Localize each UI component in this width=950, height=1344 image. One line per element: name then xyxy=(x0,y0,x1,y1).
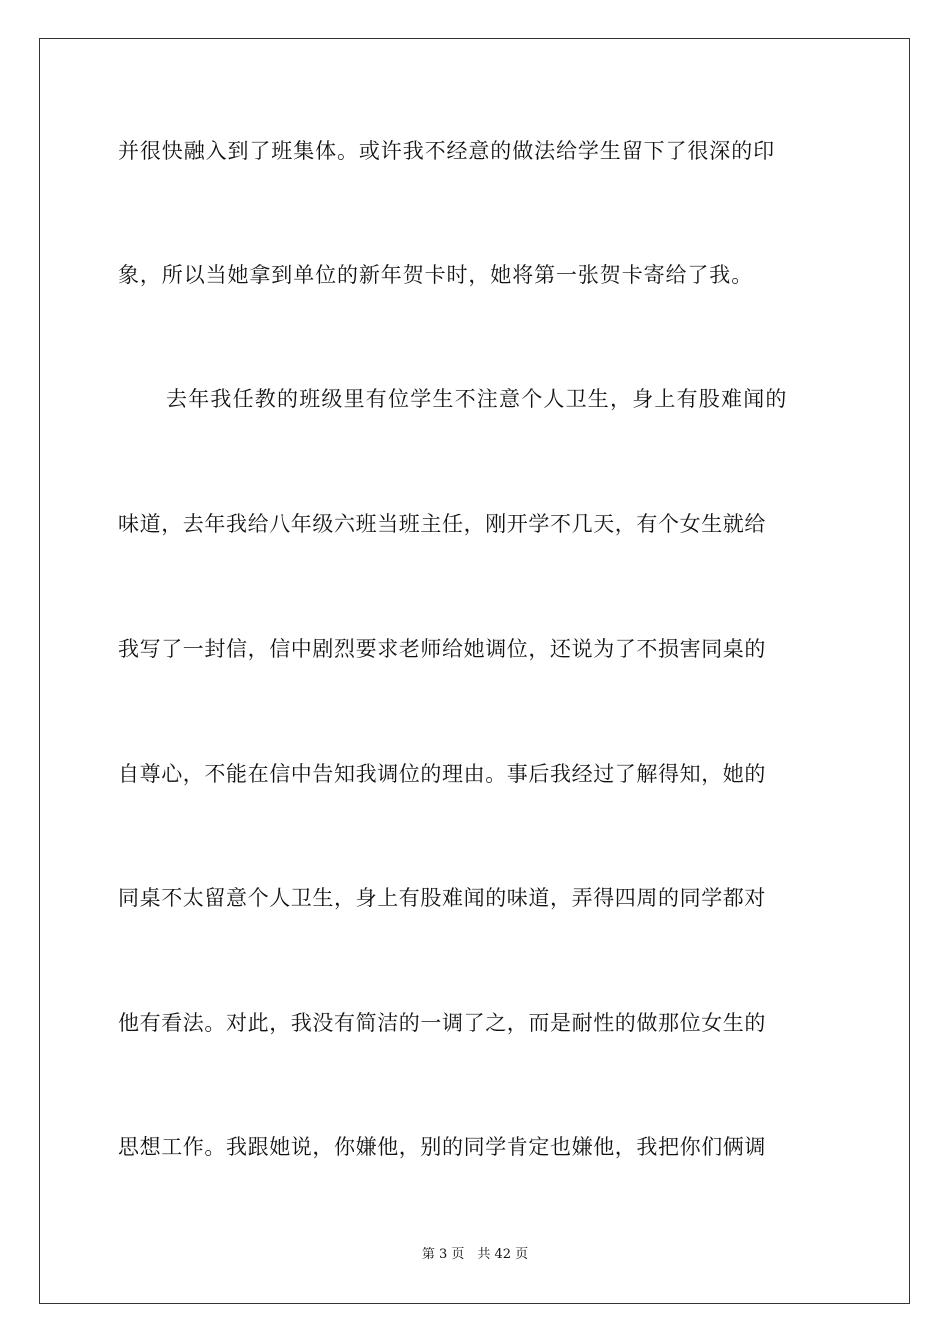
body-text-line: 并很快融入到了班集体。或许我不经意的做法给学生留下了很深的印 xyxy=(118,139,775,163)
body-text-line: 味道，去年我给八年级六班当班主任，刚开学不几天，有个女生就给 xyxy=(118,512,766,536)
body-text-line: 我写了一封信，信中剧烈要求老师给她调位，还说为了不损害同桌的 xyxy=(118,637,766,661)
body-text-line: 象，所以当她拿到单位的新年贺卡时，她将第一张贺卡寄给了我。 xyxy=(118,263,754,287)
body-text-line: 思想工作。我跟她说，你嫌他，别的同学肯定也嫌他，我把你们俩调 xyxy=(118,1135,766,1159)
page-number-footer: 第 3 页 共 42 页 xyxy=(421,1247,529,1262)
body-text-line: 自尊心，不能在信中告知我调位的理由。事后我经过了解得知，她的 xyxy=(118,762,766,786)
page-frame xyxy=(39,38,910,1304)
body-text-line: 去年我任教的班级里有位学生不注意个人卫生，身上有股难闻的 xyxy=(166,387,788,411)
body-text-line: 他有看法。对此，我没有简洁的一调了之，而是耐性的做那位女生的 xyxy=(118,1011,766,1035)
body-text-line: 同桌不太留意个人卫生，身上有股难闻的味道，弄得四周的同学都对 xyxy=(118,886,766,910)
